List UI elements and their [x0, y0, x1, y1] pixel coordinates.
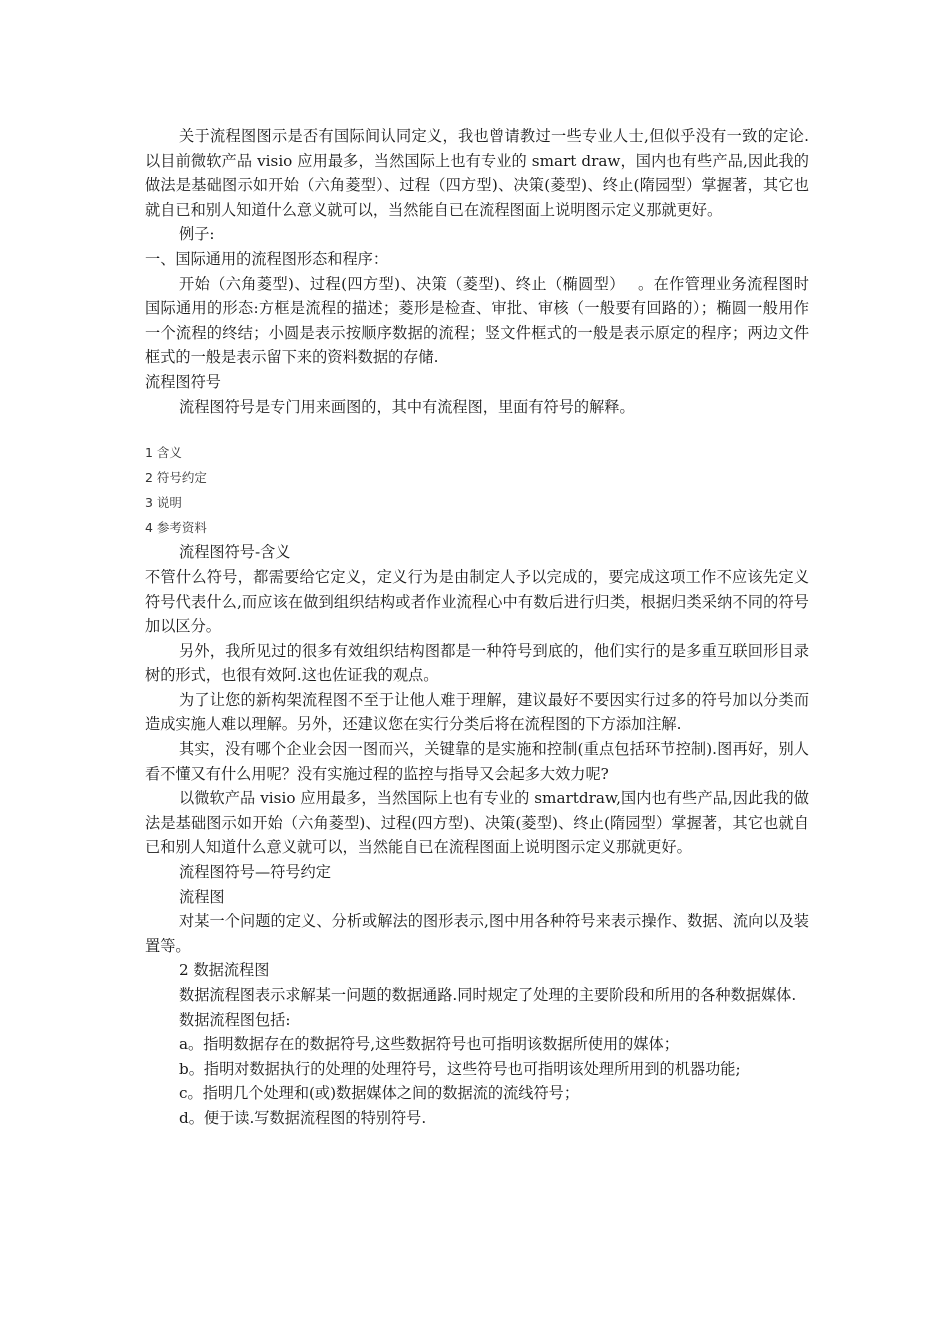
spacer — [145, 419, 809, 441]
meaning-paragraph: 不管什么符号，都需要给它定义，定义行为是由制定人予以完成的，要完成这项工作不应该先定义符号代表什么,而应该在做到组织结构或者作业流程心中有数后进行归类，根据归类采纳不同的符号加以区分。 — [145, 567, 809, 636]
dfd-list-item: c。指明几个处理和(或)数据媒体之间的数据流的流线符号； — [179, 1084, 580, 1103]
flowchart-body: 对某一个问题的定义、分析或解法的图形表示,图中用各种符号来表示操作、数据、流向以及装置等。 — [145, 912, 809, 955]
dfd-heading: 2 数据流程图 — [179, 961, 270, 980]
section-title: 一、国际通用的流程图形态和程序： — [145, 249, 388, 268]
meaning-paragraph: 另外，我所见过的很多有效组织结构图都是一种符号到底的，他们实行的是多重互联回形目录树的形式，也很有效阿.这也佐证我的观点。 — [145, 641, 809, 685]
document-page — [145, 124, 809, 1131]
meaning-paragraph: 为了让您的新构架流程图不至于让他人难于理解，建议最好不要因实行过多的符号加以分类而造成实施人难以理解。另外，还建议您在实行分类后将在流程图的下方添加注解. — [145, 690, 809, 734]
flowchart-heading: 流程图 — [179, 887, 225, 906]
toc-item[interactable]: 3 说明 — [145, 494, 182, 510]
dfd-list-item: a。指明数据存在的数据符号,这些数据符号也可指明该数据所使用的媒体； — [179, 1035, 679, 1054]
toc-item[interactable]: 2 符号约定 — [145, 469, 207, 485]
toc-item[interactable]: 1 含义 — [145, 445, 182, 461]
symbols-heading: 流程图符号 — [145, 372, 221, 391]
example-label: 例子: — [179, 225, 215, 244]
dfd-body: 数据流程图表示求解某一问题的数据通路.同时规定了处理的主要阶段和所用的各种数据媒体. — [179, 986, 797, 1004]
symbols-intro: 流程图符号是专门用来画图的，其中有流程图，里面有符号的解释。 — [179, 397, 635, 416]
meaning-paragraph: 其实，没有哪个企业会因一图而兴，关键靠的是实施和控制(重点包括环节控制).图再好，别人看不懂又有什么用呢？没有实施过程的监控与指导又会起多大效力呢? — [145, 740, 809, 783]
section-body: 开始（六角菱型)、过程(四方型)、决策（菱型)、终止（椭圆型） 。在作管理业务流程图时 国际通用的形态:方框是流程的描述；菱形是检查、审批、审核（一般要有回路的）；椭圆一般用作一个流程的终结；小圆是表示按顺序数据的流程；竖文件框式的一般是表示原定的程序；两边文件框式的一般是表示留下来的资料数据的存储. — [145, 274, 809, 367]
meaning-paragraph: 以微软产品 visio 应用最多，当然国际上也有专业的 smartdraw,国内也有些产品,因此我的做法是基础图示如开始（六角菱型)、过程(四方型)、决策(菱型)、终止(隋园型）掌握著，其它也就自已和别人知道什么意义就可以，当然能自已在流程图面上说明图示定义那就更好。 — [145, 789, 809, 857]
convention-heading: 流程图符号—符号约定 — [179, 863, 331, 882]
intro-paragraph: 关于流程图图示是否有国际间认同定义，我也曾请教过一些专业人士,但似乎没有一致的定论.以目前微软产品 visio 应用最多，当然国际上也有专业的 smart draw，国内也有些产品,因此我的做法是基础图示如开始（六角菱型）、过程（四方型)、决策(菱型)、终止(隋园型）掌握著，其它也就自已和别人知道什么意义就可以，当然能自已在流程图面上说明图示定义那就更好。 — [145, 127, 809, 219]
dfd-list-item: b。指明对数据执行的处理的处理符号，这些符号也可指明该处理所用到的机器功能; — [179, 1059, 741, 1078]
dfd-list-item: d。便于读.写数据流程图的特别符号. — [179, 1108, 427, 1127]
meaning-heading: 流程图符号-含义 — [179, 543, 291, 562]
dfd-includes: 数据流程图包括: — [179, 1010, 291, 1029]
toc-item[interactable]: 4 参考资料 — [145, 519, 207, 535]
